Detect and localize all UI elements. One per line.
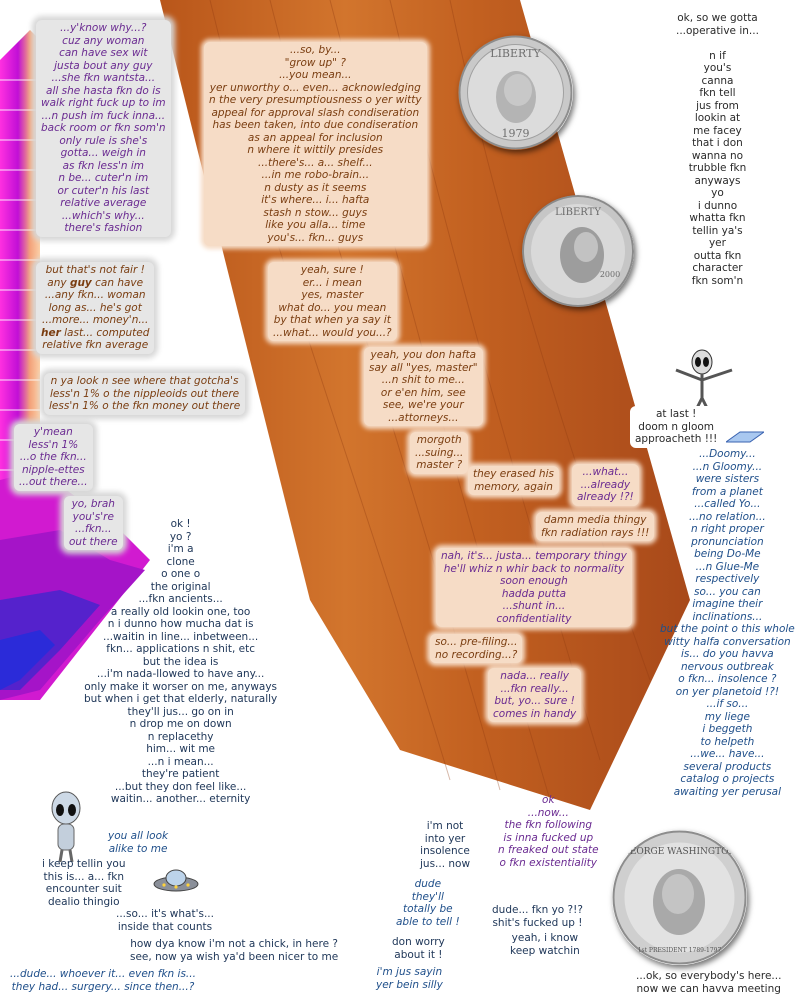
silly-text: i'm jus sayin yer bein silly	[376, 966, 443, 991]
coin1-year: 1979	[501, 127, 530, 140]
left-bubble-d: y'mean less'n 1% ...o the fkn... nipple-ettes ...out there...	[14, 424, 93, 491]
alien-standing-icon	[44, 790, 88, 862]
keep-watchin-text: yeah, i know keep watchin	[510, 932, 580, 957]
tell-text: dude they'll totally be able to tell !	[396, 878, 460, 928]
existentiality-text: ok ...now... the fkn following is inna fucked up n freaked out state o fkn existentiality	[498, 794, 599, 869]
insolence-text: i'm not into yer insolence jus... now	[420, 820, 471, 870]
coin2-legend: LIBERTY	[555, 207, 601, 218]
left-b-rest: ...any fkn... woman long as... he's got ...more... money'n...	[42, 289, 149, 326]
left-bubble-b	[36, 262, 154, 354]
encounter-suit-text: i keep tellin you this is... a... fkn encounter suit dealio thingio	[42, 858, 126, 908]
left-b-line2-pre: any	[47, 276, 70, 289]
clone-text: ok ! yo ? i'm a clone o one o the original ...fkn ancients... a really old lookin one, too n i dunno how mucha dat is ...waitin in line... inbetween... fkn... applications n shit, etc but the idea is ...i'm nada-llowed to have any... only make it worser on me, anyways but when i get that elderly, naturally they'll jus... go on in n drop me on down n replacethy him... wit me ...n i mean... they're patient ...but they don feel like... waitin... another... eternity	[84, 518, 278, 805]
board-bubble-9: so... pre-filing... no recording...?	[430, 634, 522, 663]
left-bubble-e: yo, brah you's're ...fkn... out there	[64, 496, 123, 550]
coin3-bottom: 1st PRESIDENT 1789-1797	[637, 947, 722, 954]
coin3-legend: GEORGE WASHINGTON	[622, 847, 737, 857]
washington-coin	[612, 830, 747, 965]
left-b-line2-post: can have	[91, 276, 144, 289]
board-bubble-6: ...what... ...already already !?!	[572, 464, 639, 506]
surgery-text: ...dude... whoever it... even fkn is... they had... surgery... since then...?	[10, 968, 196, 993]
board-bubble-5: they erased his memory, again	[468, 466, 559, 495]
left-bubble-c: n ya look n see where that gotcha's less'n 1% o the nippleoids out there less'n 1% o the fkn money out there	[44, 373, 245, 415]
left-b-her-post: last... computed	[60, 326, 150, 339]
board-bubble-7: damn media thingy fkn radiation rays !!!	[536, 512, 654, 541]
worry-text: don worry about it !	[392, 936, 445, 961]
ufo-icon	[152, 862, 200, 898]
board-bubble-10: nada... really ...fkn really... but, yo... sure ! comes in handy	[488, 668, 581, 722]
at-last-text: at last ! doom n gloom approacheth !!!	[630, 406, 722, 448]
left-b-her: her	[41, 326, 61, 339]
left-b-line1: but that's not fair !	[45, 264, 145, 276]
coin2-year: 2000	[599, 270, 621, 279]
meeting-text: ...ok, so everybody's here... now we can havva meeting	[636, 970, 782, 995]
coin1-legend: LIBERTY	[490, 47, 541, 60]
board-bubble-8: nah, it's... justa... temporary thingy he'll whiz n whir back to normality soon enough hadda putta ...shunt in... confidentiality	[436, 548, 632, 627]
left-b-last: relative fkn average	[42, 339, 149, 351]
left-bubble-a: ...y'know why...? cuz any woman can have sex wit justa bout any guy ...she fkn wantsta... all she hasta fkn do is walk right fuck up to im ...n push im fuck inna... back room or fkn som'n only rule is she's gotta... weigh in as fkn less'n im n be... cuter'n im or cuter'n his last relative average ...which's why... there's fashion	[36, 20, 171, 237]
board-bubble-4: morgoth ...suing... master ?	[410, 432, 468, 474]
chick-text: how dya know i'm not a chick, in here ? see, now ya wish ya'd been nicer to me	[130, 938, 339, 963]
board-bubble-3: yeah, you don hafta say all "yes, master" ...n shit to me... or e'en him, see see, we're your ...attorneys...	[364, 347, 483, 426]
right-top-text: ok, so we gotta ...operative in... n if you's canna fkn tell jus from lookin at me facey that i don wanna no trubble fkn anyways yo i dunno whatta fkn tellin ya's yer outta fkn character fkn som'n	[676, 12, 759, 287]
doomy-gloomy-text: ...Doomy... ...n Gloomy... were sisters from a planet ...called Yo... ...no relation... n right proper pronunciation being Do-Me ...n Glue-Me respectively so... you can imagine their inclinations... but the point o this whole witty halfa conversation is... do you havva nervous outbreak o fkn... insolence ? on yer planetoid !?! ...if so... my liege i beggeth to helpeth ...we... have... several products catalog o projects awaiting yer perusal	[660, 448, 795, 798]
board-bubble-1: ...so, by... "grow up" ? ...you mean... yer unworthy o... even... acknowledging n the very presumptiousness o yer witty appeal for approval slash condiseration has been taken, into due condiseration as an appeal for inclusion n where it wittily presides ...there's... a... shelf... ...in me robo-brain... n dusty as it seems it's where... i... hafta stash n stow... guys like you alla... time you's... fkn... guys	[204, 42, 427, 246]
sacagawea-coin	[522, 195, 634, 307]
fkn-yo-text: dude... fkn yo ?!? shit's fucked up !	[492, 904, 583, 929]
susan-b-anthony-coin	[458, 35, 573, 150]
flying-card-icon	[726, 430, 764, 444]
inside-counts-text: ...so... it's what's... inside that counts	[116, 908, 214, 933]
left-b-guy: guy	[69, 276, 92, 289]
board-bubble-2: yeah, sure ! er... i mean yes, master what do... you mean by that when ya say it ...what... would you...?	[268, 262, 397, 341]
alike-text: you all look alike to me	[108, 830, 169, 855]
